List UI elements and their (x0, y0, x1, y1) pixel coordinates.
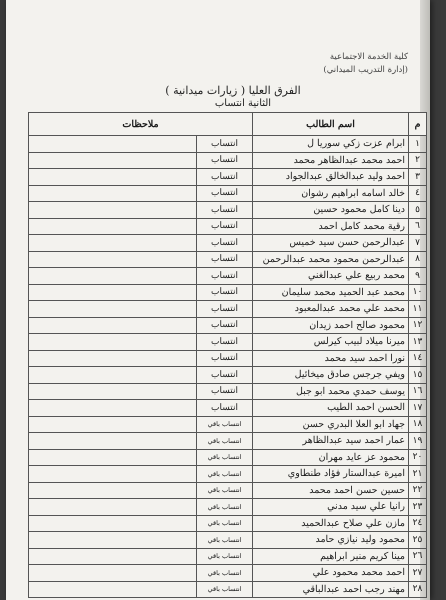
table-row (29, 482, 427, 499)
row-number: ٢٥ (409, 532, 427, 549)
student-name: مهند رجب احمد عبدالباقي (253, 581, 409, 598)
table-header-row (29, 113, 427, 136)
row-number: ٢٣ (409, 499, 427, 516)
enrollment-status: انتساب (197, 284, 253, 301)
row-number: ٥ (409, 202, 427, 219)
students-table (28, 112, 427, 598)
row-number: ١١ (409, 301, 427, 318)
notes-cell (29, 532, 197, 549)
table-row (29, 202, 427, 219)
table-row (29, 433, 427, 450)
enrollment-status: انتساب (197, 350, 253, 367)
row-number: ٦ (409, 218, 427, 235)
table-row (29, 466, 427, 483)
row-number: ١٦ (409, 383, 427, 400)
enrollment-status: انتساب باقي (197, 532, 253, 549)
enrollment-status: انتساب (197, 367, 253, 384)
student-name: محمد عبد الحميد محمد سليمان (253, 284, 409, 301)
notes-cell (29, 350, 197, 367)
document-title: الفرق العليا ( زيارات ميدانية ) (165, 84, 301, 97)
table-row (29, 581, 427, 598)
notes-cell (29, 548, 197, 565)
notes-cell (29, 515, 197, 532)
enrollment-status: انتساب (197, 218, 253, 235)
row-number: ١٨ (409, 416, 427, 433)
document-subtitle: الثانية انتساب (214, 98, 272, 109)
notes-cell (29, 251, 197, 268)
row-number: ٤ (409, 185, 427, 202)
student-name: محمود صالح احمد زيدان (253, 317, 409, 334)
table-row (29, 218, 427, 235)
enrollment-status: انتساب باقي (197, 433, 253, 450)
enrollment-status: انتساب (197, 202, 253, 219)
notes-cell (29, 301, 197, 318)
notes-cell (29, 466, 197, 483)
student-name: يوسف حمدي محمد ابو جبل (253, 383, 409, 400)
student-name: ويفي جرجس صادق ميخائيل (253, 367, 409, 384)
enrollment-status: انتساب (197, 169, 253, 186)
table-row (29, 152, 427, 169)
student-name: ميرنا ميلاد لبيب كيرلس (253, 334, 409, 351)
table-row (29, 268, 427, 285)
student-name: الحسن احمد الطيب (253, 400, 409, 417)
table-row (29, 532, 427, 549)
row-number: ١٧ (409, 400, 427, 417)
student-name: احمد محمد عبدالظاهر محمد (253, 152, 409, 169)
enrollment-status: انتساب باقي (197, 565, 253, 582)
notes-cell (29, 499, 197, 516)
table-row (29, 548, 427, 565)
table-row (29, 317, 427, 334)
student-name: خالد اسامه ابراهيم رشوان (253, 185, 409, 202)
student-name: محمد ربيع علي عبدالغني (253, 268, 409, 285)
header-num: م (409, 113, 427, 136)
student-name: رقية محمد كامل احمد (253, 218, 409, 235)
student-name: احمد محمد محمود علي (253, 565, 409, 582)
department-name: (إدارة التدريب الميداني) (323, 65, 408, 75)
student-name: حسين حسن احمد محمد (253, 482, 409, 499)
notes-cell (29, 235, 197, 252)
notes-cell (29, 218, 197, 235)
student-name: دينا كامل محمود حسين (253, 202, 409, 219)
faculty-name: كلية الخدمة الاجتماعية (329, 52, 408, 62)
enrollment-status: انتساب (197, 400, 253, 417)
student-name: رانيا علي سيد مدني (253, 499, 409, 516)
notes-cell (29, 433, 197, 450)
enrollment-status: انتساب (197, 268, 253, 285)
enrollment-status: انتساب (197, 383, 253, 400)
document-page (6, 0, 430, 600)
student-name: مازن علي صلاح عبدالحميد (253, 515, 409, 532)
enrollment-status: انتساب (197, 334, 253, 351)
enrollment-status: انتساب باقي (197, 548, 253, 565)
row-number: ١ (409, 136, 427, 153)
row-number: ٢٨ (409, 581, 427, 598)
notes-cell (29, 334, 197, 351)
row-number: ١٣ (409, 334, 427, 351)
table-row (29, 499, 427, 516)
notes-cell (29, 416, 197, 433)
enrollment-status: انتساب باقي (197, 482, 253, 499)
enrollment-status: انتساب (197, 136, 253, 153)
student-name: عبدالرحمن حسن سيد خميس (253, 235, 409, 252)
notes-cell (29, 400, 197, 417)
row-number: ٨ (409, 251, 427, 268)
enrollment-status: انتساب باقي (197, 581, 253, 598)
notes-cell (29, 482, 197, 499)
row-number: ٢٠ (409, 449, 427, 466)
table-row (29, 334, 427, 351)
table-row (29, 400, 427, 417)
notes-cell (29, 169, 197, 186)
student-name: محمود عز عايد مهران (253, 449, 409, 466)
row-number: ١٤ (409, 350, 427, 367)
header-name: اسم الطالب (253, 113, 409, 136)
enrollment-status: انتساب (197, 185, 253, 202)
notes-cell (29, 202, 197, 219)
enrollment-status: انتساب (197, 317, 253, 334)
table-row (29, 235, 427, 252)
row-number: ٩ (409, 268, 427, 285)
row-number: ٢١ (409, 466, 427, 483)
row-number: ١٥ (409, 367, 427, 384)
student-name: محمد علي محمد عبدالمعبود (253, 301, 409, 318)
notes-cell (29, 284, 197, 301)
enrollment-status: انتساب (197, 251, 253, 268)
table-row (29, 383, 427, 400)
row-number: ١٢ (409, 317, 427, 334)
row-number: ٣ (409, 169, 427, 186)
table-row (29, 284, 427, 301)
table-row (29, 185, 427, 202)
row-number: ٢ (409, 152, 427, 169)
student-name: مينا كريم منير ابراهيم (253, 548, 409, 565)
notes-cell (29, 152, 197, 169)
notes-cell (29, 317, 197, 334)
enrollment-status: انتساب (197, 152, 253, 169)
table-row (29, 367, 427, 384)
enrollment-status: انتساب باقي (197, 466, 253, 483)
enrollment-status: انتساب باقي (197, 416, 253, 433)
row-number: ١٩ (409, 433, 427, 450)
enrollment-status: انتساب باقي (197, 499, 253, 516)
notes-cell (29, 449, 197, 466)
notes-cell (29, 581, 197, 598)
row-number: ١٠ (409, 284, 427, 301)
row-number: ٢٤ (409, 515, 427, 532)
notes-cell (29, 367, 197, 384)
header-notes: ملاحظات (29, 113, 253, 136)
table-row (29, 565, 427, 582)
notes-cell (29, 136, 197, 153)
student-name: ابرام عزت زكي سوريا ل (253, 136, 409, 153)
student-name: جهاد ابو العلا البدري حسن (253, 416, 409, 433)
notes-cell (29, 268, 197, 285)
row-number: ٢٢ (409, 482, 427, 499)
student-name: محمود وليد نيازي حامد (253, 532, 409, 549)
row-number: ٢٦ (409, 548, 427, 565)
enrollment-status: انتساب (197, 235, 253, 252)
student-name: احمد وليد عبدالخالق عبدالجواد (253, 169, 409, 186)
row-number: ٧ (409, 235, 427, 252)
notes-cell (29, 185, 197, 202)
table-row (29, 301, 427, 318)
notes-cell (29, 383, 197, 400)
student-name: اميرة عبدالستار فؤاد طنطاوي (253, 466, 409, 483)
student-name: عمار احمد سيد عبدالظاهر (253, 433, 409, 450)
table-row (29, 350, 427, 367)
enrollment-status: انتساب (197, 301, 253, 318)
table-row (29, 416, 427, 433)
table-row (29, 169, 427, 186)
table-row (29, 136, 427, 153)
table-row (29, 449, 427, 466)
enrollment-status: انتساب باقي (197, 515, 253, 532)
student-name: نورا احمد سيد محمد (253, 350, 409, 367)
table-row (29, 515, 427, 532)
enrollment-status: انتساب باقي (197, 449, 253, 466)
table-row (29, 251, 427, 268)
student-name: عبدالرحمن محمود محمد عبدالرحمن (253, 251, 409, 268)
row-number: ٢٧ (409, 565, 427, 582)
notes-cell (29, 565, 197, 582)
